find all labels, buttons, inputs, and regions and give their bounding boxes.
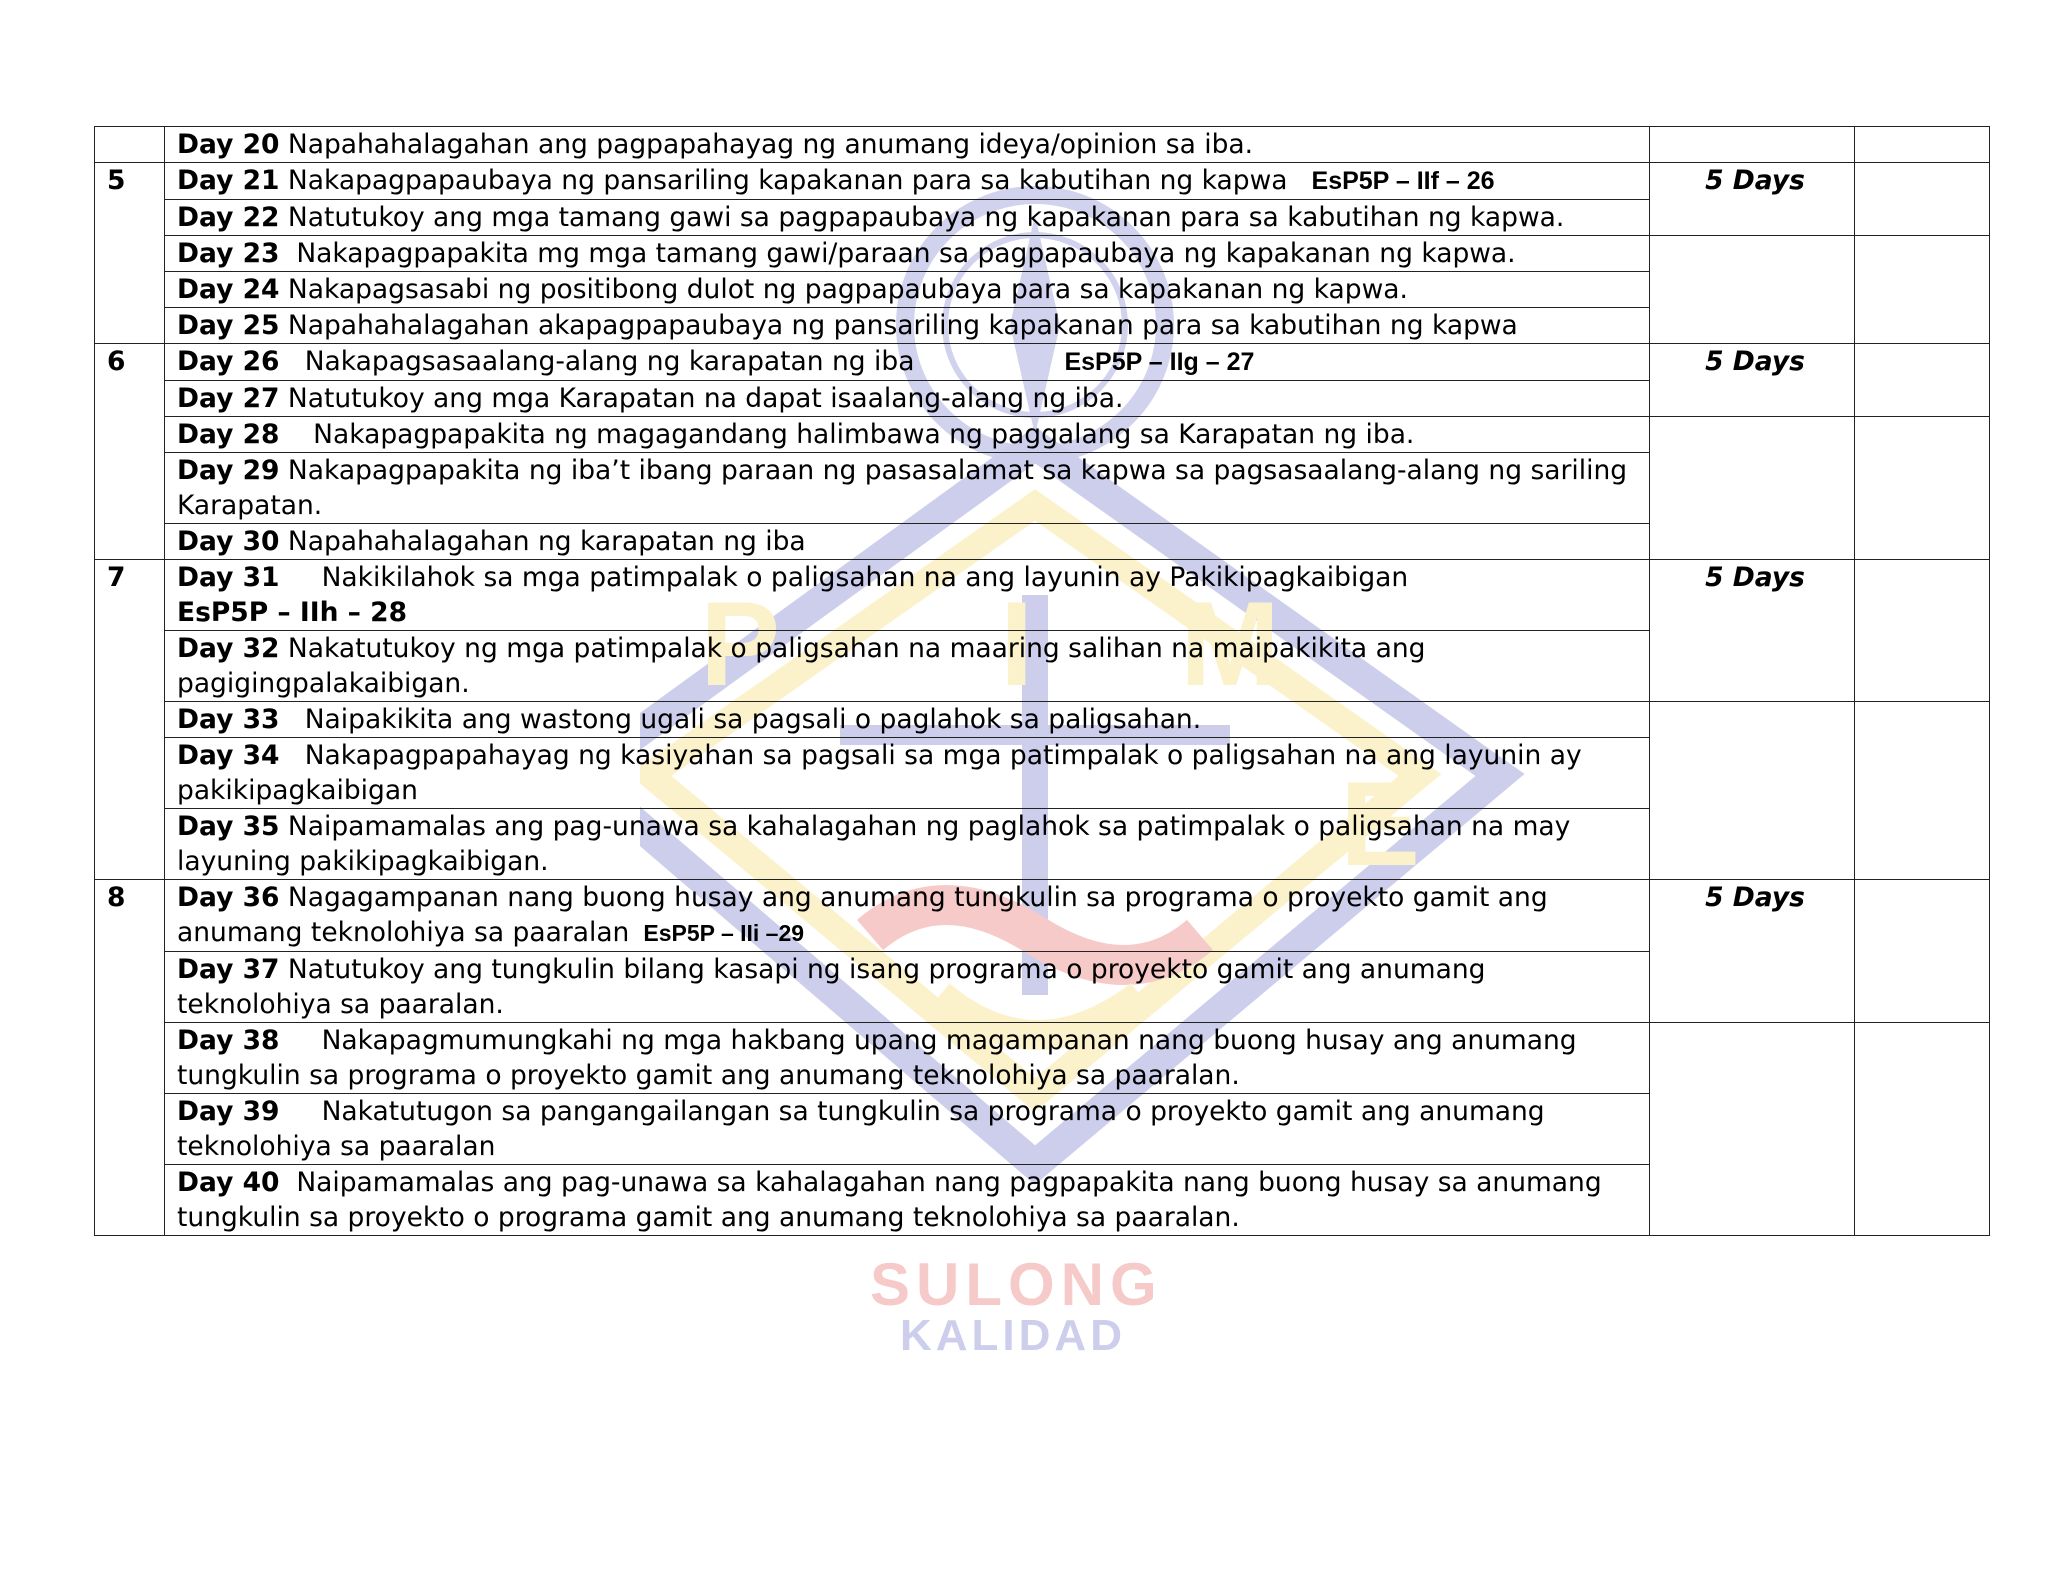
objective-cell (165, 200, 1650, 236)
week-number: 5 (95, 163, 165, 344)
watermark-sulong: SULONG (870, 1251, 1163, 1318)
day-label: Day 29 (177, 455, 280, 486)
objective-text: Naipakikita ang wastong ugali sa pagsali o paglahok sa paligsahan. (304, 704, 1202, 735)
objective-cell (165, 163, 1650, 200)
day-label: Day 32 (177, 633, 280, 664)
duration-cell (1650, 1023, 1855, 1236)
day-label: Day 24 (177, 274, 280, 305)
objective-text: Napahahalagahan akapagpapaubaya ng pansariling kapakanan para sa kabutihan ng kapwa (287, 310, 1518, 341)
day-label: Day 21 (177, 165, 280, 196)
remarks-cell (1855, 560, 1990, 702)
table-row (95, 702, 1990, 738)
day-label: Day 40 (177, 1167, 280, 1198)
remarks-cell (1855, 880, 1990, 1023)
day-label: Day 30 (177, 526, 280, 557)
day-label: Day 25 (177, 310, 280, 341)
day-label: Day 20 (177, 129, 280, 160)
objective-text: Nakatutukoy ng mga patimpalak o paligsahan na maaring salihan na maipakikita ang pagigingpalakaibigan. (177, 633, 1426, 699)
duration-cell (1650, 417, 1855, 560)
day-label: Day 34 (177, 740, 280, 771)
duration-cell (1650, 127, 1855, 163)
duration-cell (1650, 702, 1855, 880)
objective-cell (165, 236, 1650, 272)
objective-cell (165, 809, 1650, 880)
watermark-letter-m: M (1180, 577, 1280, 711)
objective-text: Nagagampanan nang buong husay ang anumang tungkulin sa programa o proyekto gamit ang anumang teknolohiya sa paaralan (177, 882, 1548, 948)
competency-code: EsP5P – IIg – 27 (1064, 348, 1255, 376)
remarks-cell (1855, 702, 1990, 880)
objective-cell (165, 453, 1650, 524)
day-label: Day 28 (177, 419, 280, 450)
objective-text: Nakapagpapahayag ng kasiyahan sa pagsali sa mga patimpalak o paligsahan na ang layunin ay pakikipagkaibigan (177, 740, 1582, 806)
duration-cell: 5 Days (1650, 344, 1855, 417)
remarks-cell (1855, 236, 1990, 344)
table-row (95, 236, 1990, 272)
objective-cell (165, 127, 1650, 163)
day-label: Day 37 (177, 954, 280, 985)
objective-text: Nakapagpapakita mg mga tamang gawi/paraan sa pagpapaubaya ng kapakanan ng kapwa. (296, 238, 1516, 269)
objective-text: Naipamamalas ang pag-unawa sa kahalagahan nang pagpapakita nang buong husay sa anumang tungkulin sa proyekto o programa gamit ang anumang teknolohiya sa paaralan. (177, 1167, 1602, 1233)
objective-cell (165, 524, 1650, 560)
day-label: Day 36 (177, 882, 280, 913)
competency-code: EsP5P – IIh – 28 (177, 597, 408, 628)
lesson-plan-table (94, 126, 1990, 1236)
table-row (95, 127, 1990, 163)
objective-cell (165, 1023, 1650, 1094)
remarks-cell (1855, 163, 1990, 236)
day-label: Day 33 (177, 704, 280, 735)
table-row (95, 417, 1990, 453)
objective-text: Nakapagpapakita ng magagandang halimbawa ng paggalang sa Karapatan ng iba. (313, 419, 1415, 450)
watermark-letter-i: I (1000, 577, 1034, 711)
objective-cell (165, 344, 1650, 381)
week-number: 7 (95, 560, 165, 880)
objective-text: Nakapagsasabi ng positibong dulot ng pagpapaubaya para sa kapakanan ng kapwa. (287, 274, 1408, 305)
objective-cell (165, 631, 1650, 702)
table-row (95, 163, 1990, 200)
objective-cell (165, 702, 1650, 738)
objective-text: Napahahalagahan ang pagpapahayag ng anumang ideya/opinion sa iba. (287, 129, 1254, 160)
objective-text: Natutukoy ang mga Karapatan na dapat isaalang-alang ng iba. (287, 383, 1124, 414)
objective-text: Nakapagmumungkahi ng mga hakbang upang magampanan nang buong husay ang anumang tungkulin sa programa o proyekto gamit ang anumang teknolohiya sa paaralan. (177, 1025, 1577, 1091)
objective-cell (165, 880, 1650, 952)
day-label: Day 39 (177, 1096, 280, 1127)
duration-cell: 5 Days (1650, 880, 1855, 1023)
remarks-cell (1855, 1023, 1990, 1236)
objective-cell (165, 308, 1650, 344)
duration-cell: 5 Days (1650, 560, 1855, 702)
objective-text: Natutukoy ang tungkulin bilang kasapi ng isang programa o proyekto gamit ang anumang teknolohiya sa paaralan. (177, 954, 1486, 1020)
objective-cell (165, 952, 1650, 1023)
day-label: Day 23 (177, 238, 280, 269)
objective-text: Nakapagpapaubaya ng pansariling kapakanan para sa kabutihan ng kapwa (287, 165, 1288, 196)
objective-text: Nakikilahok sa mga patimpalak o paligsahan na ang layunin ay Pakikipagkaibigan (321, 562, 1409, 593)
week-cell (95, 127, 165, 163)
objective-cell (165, 1094, 1650, 1165)
objective-text: Naipamamalas ang pag-unawa sa kahalagahan ng paglahok sa patimpalak o paligsahan na may layuning pakikipagkaibigan. (177, 811, 1571, 877)
table-row (95, 880, 1990, 952)
remarks-cell (1855, 344, 1990, 417)
competency-code: EsP5P – IIf – 26 (1311, 167, 1495, 195)
week-number: 8 (95, 880, 165, 1236)
competency-code: EsP5P – IIi –29 (643, 920, 805, 946)
day-label: Day 27 (177, 383, 280, 414)
watermark-letter-p: P (700, 577, 781, 711)
objective-cell (165, 738, 1650, 809)
remarks-cell (1855, 127, 1990, 163)
day-label: Day 38 (177, 1025, 280, 1056)
objective-text: Napahahalagahan ng karapatan ng iba (287, 526, 806, 557)
remarks-cell (1855, 417, 1990, 560)
table-row (95, 1023, 1990, 1094)
watermark-kalidad: KALIDAD (900, 1311, 1126, 1355)
objective-cell (165, 560, 1650, 631)
day-label: Day 22 (177, 202, 280, 233)
day-label: Day 26 (177, 346, 280, 377)
objective-text: Nakapagpapakita ng iba’t ibang paraan ng pasasalamat sa kapwa sa pagsasaalang-alang ng sariling Karapatan. (177, 455, 1628, 521)
objective-cell (165, 1165, 1650, 1236)
objective-cell (165, 272, 1650, 308)
day-label: Day 35 (177, 811, 280, 842)
table-row (95, 344, 1990, 381)
objective-text: Natutukoy ang mga tamang gawi sa pagpapaubaya ng kapakanan para sa kabutihan ng kapwa. (287, 202, 1565, 233)
watermark-letter-e: E (1340, 757, 1421, 891)
duration-cell: 5 Days (1650, 163, 1855, 236)
duration-cell (1650, 236, 1855, 344)
table-row (95, 560, 1990, 631)
objective-cell (165, 381, 1650, 417)
objective-text: Nakatutugon sa pangangailangan sa tungkulin sa programa o proyekto gamit ang anumang teknolohiya sa paaralan (177, 1096, 1545, 1162)
objective-cell (165, 417, 1650, 453)
week-number: 6 (95, 344, 165, 560)
objective-text: Nakapagsasaalang-alang ng karapatan ng iba (304, 346, 915, 377)
day-label: Day 31 (177, 562, 280, 593)
